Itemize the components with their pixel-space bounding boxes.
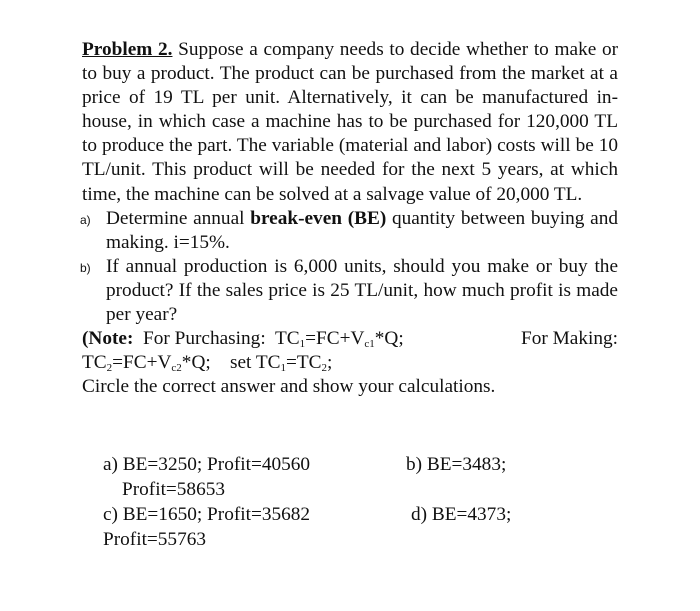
note-q-end-2: *Q; [181, 352, 211, 374]
note-purchasing [82, 327, 404, 351]
note-purchasing-label: For Purchasing: [143, 328, 266, 350]
problem-paragraph [82, 38, 618, 207]
problem-document [82, 38, 618, 399]
answer-a-line2: Profit=58653 [122, 479, 225, 500]
note-sub-1: 1 [299, 338, 306, 351]
note-sub-2: 2 [106, 362, 113, 375]
question-a-marker: a) [80, 212, 91, 227]
answer-b-line1[interactable]: b) BE=3483; [406, 454, 507, 475]
answer-c-line1[interactable]: c) BE=1650; Profit=35682 [103, 504, 311, 525]
answer-d-line1[interactable]: d) BE=4373; [411, 504, 512, 525]
answer-c-line2: Profit=55763 [103, 529, 206, 550]
instruction-line: Circle the correct answer and show your calculations. [82, 376, 496, 398]
answer-a-line1[interactable]: a) BE=3250; Profit=40560 [103, 454, 311, 475]
question-a-text-end: quantity between buying and making. i=15%. [106, 207, 618, 253]
note-formula-1: =FC+V [305, 328, 365, 350]
problem-body: Suppose a company needs to decide whether to make or to buy a product. The product can be purchased from the market at a price of 19 TL per unit. Alternatively, it can be manufactured in-house, in which case a machine has to be purchased for 120,000 TL to produce the part. The variable (material and labor) costs will be 10 TL/unit. This product will be needed for the next 5 years, at which time, the machine can be solved at a salvage value of 20,000 TL. [82, 39, 619, 205]
question-a-bold-term: break-even (BE) [250, 207, 387, 229]
note-set-sub-2: 2 [321, 362, 328, 375]
note-formula-2: =FC+V [112, 352, 172, 374]
question-b-marker: b) [80, 260, 91, 275]
note-q-end-1: *Q; [374, 328, 404, 350]
note-set-label: set TC [230, 352, 281, 374]
note-tc: TC [274, 328, 300, 350]
note-set-sub-1: 1 [280, 362, 287, 375]
note-sub-c1: c1 [364, 338, 375, 351]
note-line-2 [82, 351, 618, 375]
note-making-label: For Making: [521, 328, 618, 350]
note-line-1 [82, 327, 618, 351]
question-b-text: If annual production is 6,000 units, should you make or buy the product? If the sales price is 25 TL/unit, how much profit is made per year? [106, 255, 618, 326]
question-a-text-start: Determine annual [106, 207, 251, 229]
note-tc-2: TC [82, 352, 107, 374]
question-b [82, 255, 618, 327]
problem-title: Problem 2. [82, 39, 173, 60]
note-end: ; [327, 352, 333, 374]
question-a [82, 207, 618, 255]
note-set-eq: =TC [286, 352, 322, 374]
note-sub-c2: c2 [171, 362, 182, 375]
note-label: (Note: [82, 328, 134, 350]
